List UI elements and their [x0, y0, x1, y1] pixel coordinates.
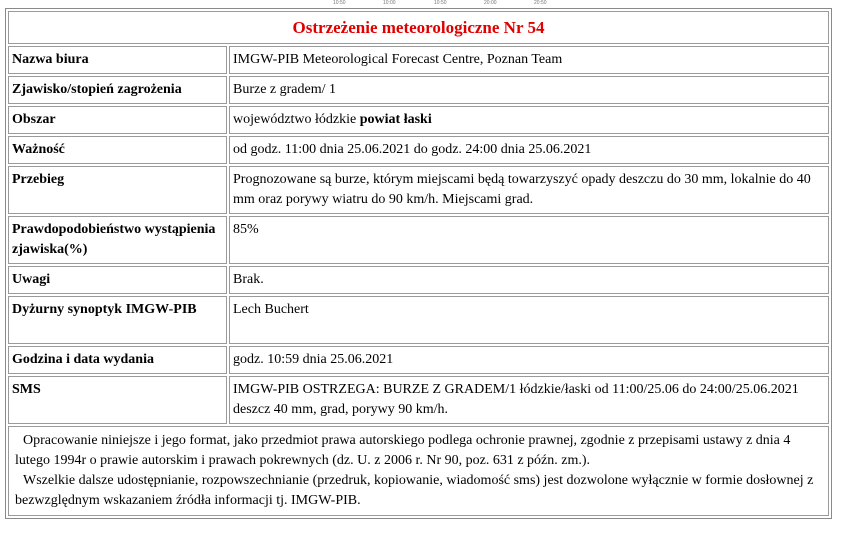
probability-value: 85% [229, 216, 829, 264]
forecaster-label: Dyżurny synoptyk IMGW-PIB [8, 296, 227, 344]
table-row-remarks [8, 266, 829, 294]
table-row-issued [8, 346, 829, 374]
warning-title: Ostrzeżenie meteorologiczne Nr 54 [8, 11, 829, 44]
footer-row [8, 426, 829, 516]
course-value: Prognozowane są burze, którym miejscami będą towarzyszyć opady deszczu do 30 mm, lokalnie do 40 mm oraz porywy wiatru do 90 km/h. Miejscami grad. [229, 166, 829, 214]
ruler-tick: 10:50 [333, 0, 346, 6]
area-value [229, 106, 829, 134]
area-voivodeship: województwo łódzkie [233, 112, 360, 127]
table-row-validity [8, 136, 829, 164]
table-row-office [8, 46, 829, 74]
sms-value: IMGW-PIB OSTRZEGA: BURZE Z GRADEM/1 łódzkie/łaski od 11:00/25.06 do 24:00/25.06.2021 deszcz 40 mm, grad, porywy 90 km/h. [229, 376, 829, 424]
table-row-course [8, 166, 829, 214]
course-label: Przebieg [8, 166, 227, 214]
probability-label: Prawdopodobieństwo wystąpienia zjawiska(%) [8, 216, 227, 264]
copyright-paragraph: Opracowanie niniejsze i jego format, jako przedmiot prawa autorskiego podlega ochronie prawnej, zgodnie z przepisami ustawy z dnia 4 lutego 1994r o prawie autorskim i prawach pokrewnych (dz. U. z 2006 r. Nr 90, poz. 631 z późn. zm.). [15, 433, 791, 468]
phenomenon-label: Zjawisko/stopień zagrożenia [8, 76, 227, 104]
office-label: Nazwa biura [8, 46, 227, 74]
title-row [8, 11, 829, 44]
forecaster-value: Lech Buchert [229, 296, 829, 344]
table-row-sms [8, 376, 829, 424]
sharing-paragraph: Wszelkie dalsze udostępnianie, rozpowszechnianie (przedruk, kopiowanie, wiadomość sms) jest dozwolone wyłącznie w formie dosłownej z bezwzględnym wskazaniem źródła informacji tj. IMGW-PIB. [15, 473, 814, 508]
issued-value: godz. 10:59 dnia 25.06.2021 [229, 346, 829, 374]
sms-label: SMS [8, 376, 227, 424]
warning-table [5, 8, 832, 519]
area-county: powiat łaski [359, 112, 432, 127]
remarks-value: Brak. [229, 266, 829, 294]
office-value: IMGW-PIB Meteorological Forecast Centre, Poznan Team [229, 46, 829, 74]
table-row-probability [8, 216, 829, 264]
validity-label: Ważność [8, 136, 227, 164]
table-row-forecaster [8, 296, 829, 344]
ruler-tick: 10:50 [434, 0, 447, 6]
issued-label: Godzina i data wydania [8, 346, 227, 374]
table-row-area [8, 106, 829, 134]
copyright-notice [8, 426, 829, 516]
table-row-phenomenon [8, 76, 829, 104]
ruler-tick: 20:50 [534, 0, 547, 6]
ruler-tick: 20:00 [484, 0, 497, 6]
area-label: Obszar [8, 106, 227, 134]
phenomenon-value: Burze z gradem/ 1 [229, 76, 829, 104]
ruler-tick: 10:00 [383, 0, 396, 6]
validity-value: od godz. 11:00 dnia 25.06.2021 do godz. 24:00 dnia 25.06.2021 [229, 136, 829, 164]
remarks-label: Uwagi [8, 266, 227, 294]
time-ruler [0, 0, 841, 8]
